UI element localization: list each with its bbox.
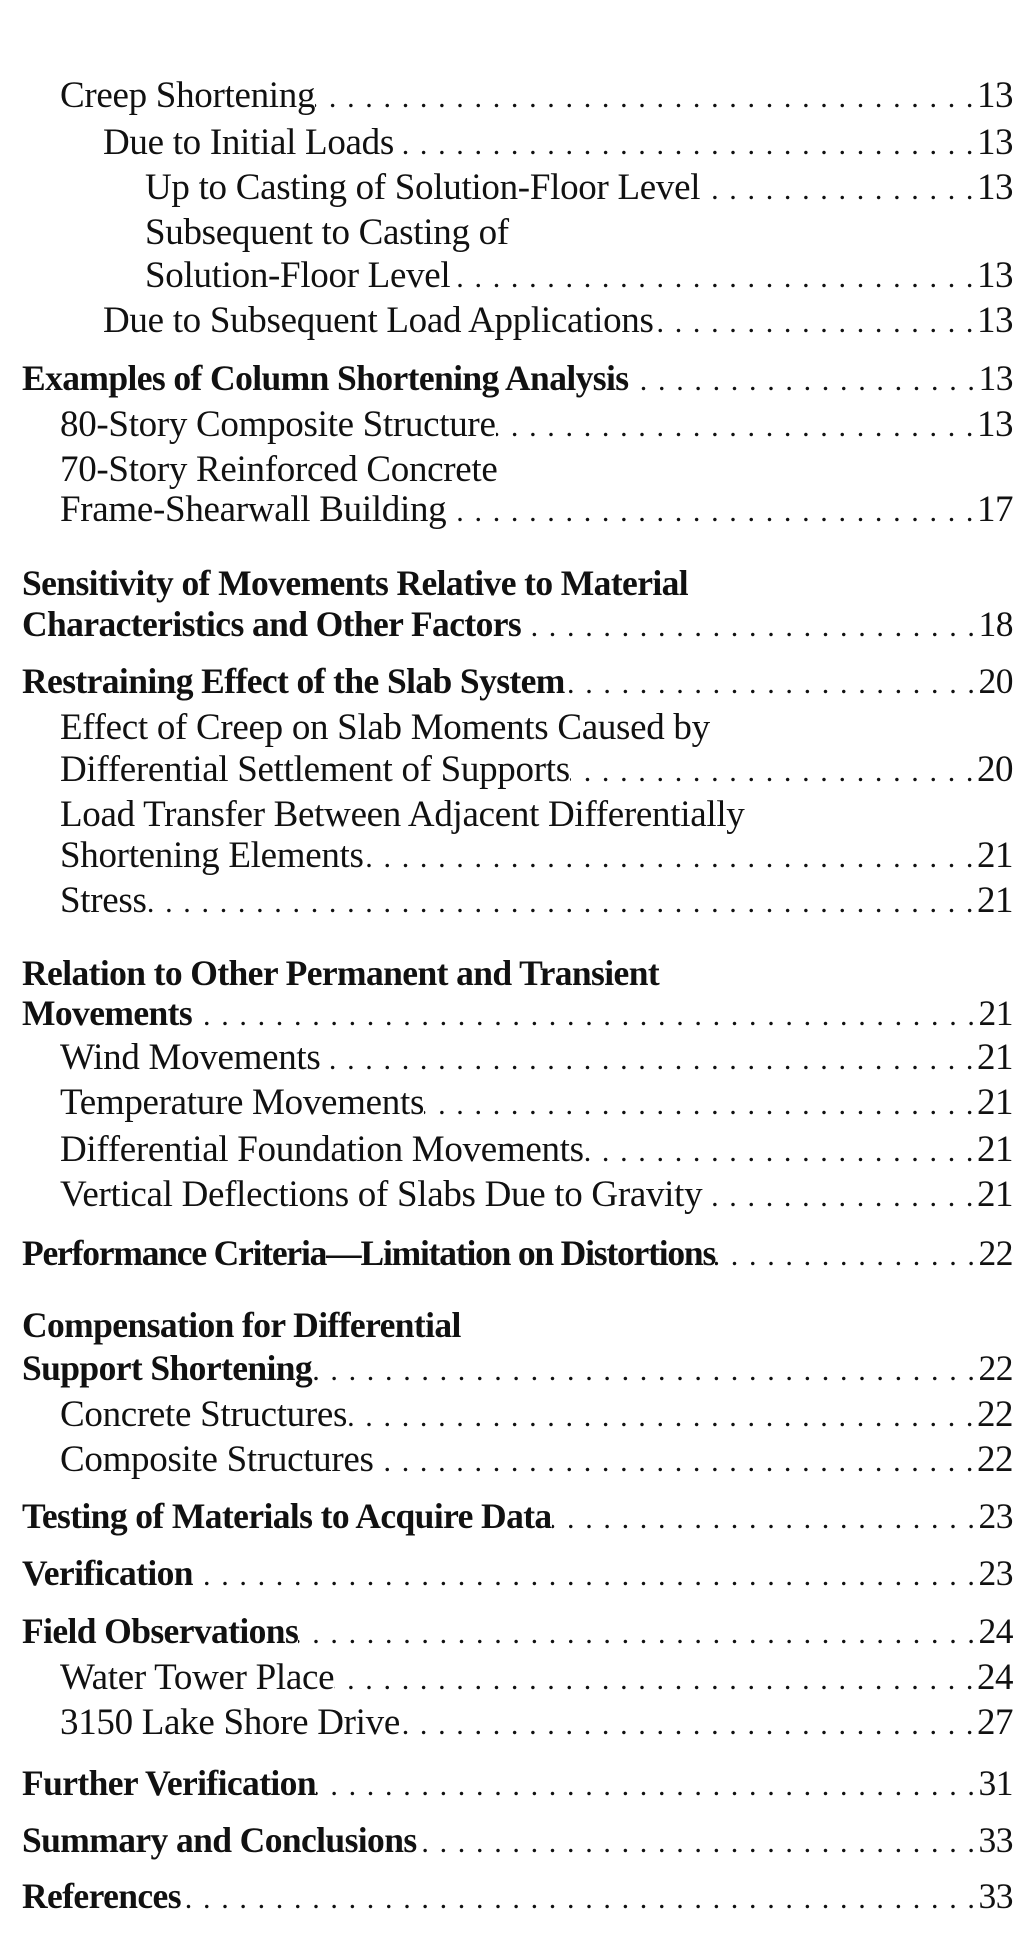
toc-entry-title: Stress xyxy=(60,880,147,921)
toc-page-number: 24 xyxy=(978,1611,1013,1651)
toc-entry-title: Water Tower Place xyxy=(60,1657,335,1698)
toc-section-performance-criteria[interactable] xyxy=(22,1231,1013,1275)
dot-leader xyxy=(374,1438,975,1484)
toc-section-examples[interactable] xyxy=(22,356,1013,400)
toc-entry-title: Creep Shortening xyxy=(60,75,316,116)
toc-entry-load-transfer-line2[interactable] xyxy=(60,834,1013,878)
toc-page-number: 13 xyxy=(978,358,1013,398)
toc-entry-vertical-deflections[interactable] xyxy=(60,1173,1013,1217)
dot-leader xyxy=(424,1081,975,1127)
toc-section-further-verification[interactable] xyxy=(22,1761,1013,1805)
toc-page-number: 21 xyxy=(977,1129,1013,1170)
toc-section-compensation-line1[interactable] xyxy=(22,1303,1013,1347)
toc-entry-title: Subsequent to Casting of xyxy=(145,212,509,253)
toc-entry-title: Concrete Structures xyxy=(60,1394,348,1435)
dot-leader xyxy=(715,1231,976,1278)
toc-entry-effect-of-creep-line1[interactable] xyxy=(60,706,1013,750)
dot-leader xyxy=(181,1874,977,1921)
toc-section-compensation-line2[interactable] xyxy=(22,1346,1013,1390)
toc-page-number: 21 xyxy=(977,1174,1013,1215)
toc-entry-title: 70-Story Reinforced Concrete xyxy=(60,449,498,490)
toc-entry-water-tower-place[interactable] xyxy=(60,1656,1013,1700)
toc-section-field-observations[interactable] xyxy=(22,1609,1013,1653)
toc-section-title: Testing of Materials to Acquire Data xyxy=(22,1496,552,1536)
toc-entry-wind-movements[interactable] xyxy=(60,1036,1013,1080)
toc-page-number: 22 xyxy=(978,1348,1013,1388)
toc-page-number: 13 xyxy=(977,255,1013,296)
toc-entry-title: Load Transfer Between Adjacent Differentially xyxy=(60,794,745,835)
toc-page-number: 17 xyxy=(977,489,1013,530)
toc-entry-title: 80-Story Composite Structure xyxy=(60,404,496,445)
toc-section-testing[interactable] xyxy=(22,1494,1013,1538)
toc-section-title: Relation to Other Permanent and Transient xyxy=(22,953,660,993)
toc-section-verification[interactable] xyxy=(22,1551,1013,1595)
toc-page-number: 33 xyxy=(978,1820,1013,1860)
dot-leader xyxy=(521,602,976,649)
toc-entry-title: Temperature Movements xyxy=(60,1082,425,1123)
dot-leader xyxy=(312,1346,976,1393)
dot-leader xyxy=(347,1393,975,1439)
toc-entry-up-to-casting[interactable] xyxy=(145,166,1013,210)
toc-page-number: 31 xyxy=(978,1763,1013,1803)
toc-section-title-continued: Movements xyxy=(22,993,193,1033)
dot-leader xyxy=(417,1818,977,1865)
toc-section-sensitivity-line1[interactable] xyxy=(22,561,1013,605)
toc-entry-load-transfer-line1[interactable] xyxy=(60,793,1013,837)
toc-entry-3150-lake-shore[interactable] xyxy=(60,1701,1013,1745)
toc-page-number: 13 xyxy=(977,75,1013,116)
dot-leader xyxy=(450,254,975,300)
toc-section-relation-line2[interactable] xyxy=(22,991,1013,1035)
toc-entry-title: Wind Movements xyxy=(60,1037,321,1078)
toc-entry-70-story-line2[interactable] xyxy=(60,488,1013,532)
toc-entry-70-story-line1[interactable] xyxy=(60,448,1013,492)
dot-leader xyxy=(320,1036,975,1082)
toc-section-title: Restraining Effect of the Slab System xyxy=(22,661,565,701)
toc-page-number: 21 xyxy=(978,993,1013,1033)
toc-entry-title: Up to Casting of Solution-Floor Level xyxy=(145,167,701,208)
toc-section-title: Field Observations xyxy=(22,1611,299,1651)
toc-section-title-continued: Characteristics and Other Factors xyxy=(22,604,522,644)
dot-leader xyxy=(400,1701,975,1747)
toc-page-number: 13 xyxy=(977,122,1013,163)
dot-leader xyxy=(192,991,976,1038)
dot-leader xyxy=(584,1128,975,1174)
dot-leader xyxy=(147,879,975,925)
toc-entry-title: Effect of Creep on Slab Moments Caused by xyxy=(60,707,710,748)
toc-section-summary[interactable] xyxy=(22,1818,1013,1862)
toc-entry-stress[interactable] xyxy=(60,879,1013,923)
toc-section-sensitivity-line2[interactable] xyxy=(22,602,1013,646)
toc-entry-title-continued: Solution-Floor Level xyxy=(145,255,451,296)
toc-page-number: 13 xyxy=(977,167,1013,208)
toc-entry-title-continued: Shortening Elements xyxy=(60,835,364,876)
toc-entry-due-to-subsequent-load[interactable] xyxy=(103,299,1013,343)
dot-leader xyxy=(702,1173,975,1219)
toc-section-relation-line1[interactable] xyxy=(22,951,1013,995)
toc-page-number: 21 xyxy=(977,835,1013,876)
toc-page-number: 27 xyxy=(977,1702,1013,1743)
toc-entry-subsequent-to-casting-line1[interactable] xyxy=(145,211,1013,255)
toc-page-number: 22 xyxy=(977,1394,1013,1435)
toc-page-number: 22 xyxy=(977,1439,1013,1480)
toc-entry-title: Differential Foundation Movements xyxy=(60,1129,584,1170)
dot-leader xyxy=(316,1761,977,1808)
toc-section-restraining-effect[interactable] xyxy=(22,659,1013,703)
toc-entry-title: Due to Initial Loads xyxy=(103,122,394,163)
toc-entry-composite-structures[interactable] xyxy=(60,1438,1013,1482)
toc-page-number: 20 xyxy=(978,661,1013,701)
toc-page-number: 23 xyxy=(978,1553,1013,1593)
dot-leader xyxy=(628,356,976,403)
toc-section-title: Sensitivity of Movements Relative to Material xyxy=(22,563,689,603)
toc-entry-title: 3150 Lake Shore Drive xyxy=(60,1702,400,1743)
toc-entry-title-continued: Differential Settlement of Supports xyxy=(60,749,570,790)
toc-page-number: 21 xyxy=(977,880,1013,921)
dot-leader xyxy=(364,834,975,880)
toc-page-number: 21 xyxy=(977,1037,1013,1078)
toc-entry-concrete-structures[interactable] xyxy=(60,1393,1013,1437)
toc-section-references[interactable] xyxy=(22,1874,1013,1918)
toc-section-title: Examples of Column Shortening Analysis xyxy=(22,358,629,398)
toc-page-number: 13 xyxy=(977,300,1013,341)
dot-leader xyxy=(570,748,975,794)
toc-section-title: References xyxy=(22,1876,181,1916)
dot-leader xyxy=(700,166,975,212)
dot-leader xyxy=(446,488,975,534)
toc-page-number: 33 xyxy=(978,1876,1013,1916)
toc-entry-title: Due to Subsequent Load Applications xyxy=(103,300,654,341)
toc-entry-title: Vertical Deflections of Slabs Due to Gravity xyxy=(60,1174,703,1215)
dot-leader xyxy=(193,1551,977,1598)
toc-entry-80-story[interactable] xyxy=(60,403,1013,447)
toc-entry-subsequent-to-casting-line2[interactable] xyxy=(145,254,1013,298)
toc-entry-due-to-initial-loads[interactable] xyxy=(103,121,1013,165)
toc-page-number: 13 xyxy=(977,404,1013,445)
toc-section-title: Further Verification xyxy=(22,1763,316,1803)
toc-entry-differential-foundation[interactable] xyxy=(60,1128,1013,1172)
toc-section-title: Summary and Conclusions xyxy=(22,1820,417,1860)
dot-leader xyxy=(552,1494,977,1541)
dot-leader xyxy=(654,299,975,345)
toc-entry-creep-shortening[interactable] xyxy=(60,74,1013,118)
dot-leader xyxy=(565,659,977,706)
dot-leader xyxy=(334,1656,975,1702)
toc-entry-title: Composite Structures xyxy=(60,1439,374,1480)
toc-section-title: Performance Criteria—Limitation on Distortions xyxy=(22,1233,716,1273)
dot-leader xyxy=(394,121,975,167)
toc-entry-title-continued: Frame-Shearwall Building xyxy=(60,489,447,530)
toc-entry-effect-of-creep-line2[interactable] xyxy=(60,748,1013,792)
toc-section-title: Compensation for Differential xyxy=(22,1305,461,1345)
toc-section-title-continued: Support Shortening xyxy=(22,1348,313,1388)
toc-page-number: 23 xyxy=(978,1496,1013,1536)
toc-page-number: 24 xyxy=(977,1657,1013,1698)
dot-leader xyxy=(496,403,975,449)
toc-page-number: 20 xyxy=(977,749,1013,790)
toc-entry-temperature-movements[interactable] xyxy=(60,1081,1013,1125)
toc-section-title: Verification xyxy=(22,1553,193,1593)
toc-page-number: 21 xyxy=(977,1082,1013,1123)
toc-page-number: 18 xyxy=(978,604,1013,644)
dot-leader xyxy=(298,1609,976,1656)
toc-page-number: 22 xyxy=(978,1233,1013,1273)
dot-leader xyxy=(315,74,975,120)
